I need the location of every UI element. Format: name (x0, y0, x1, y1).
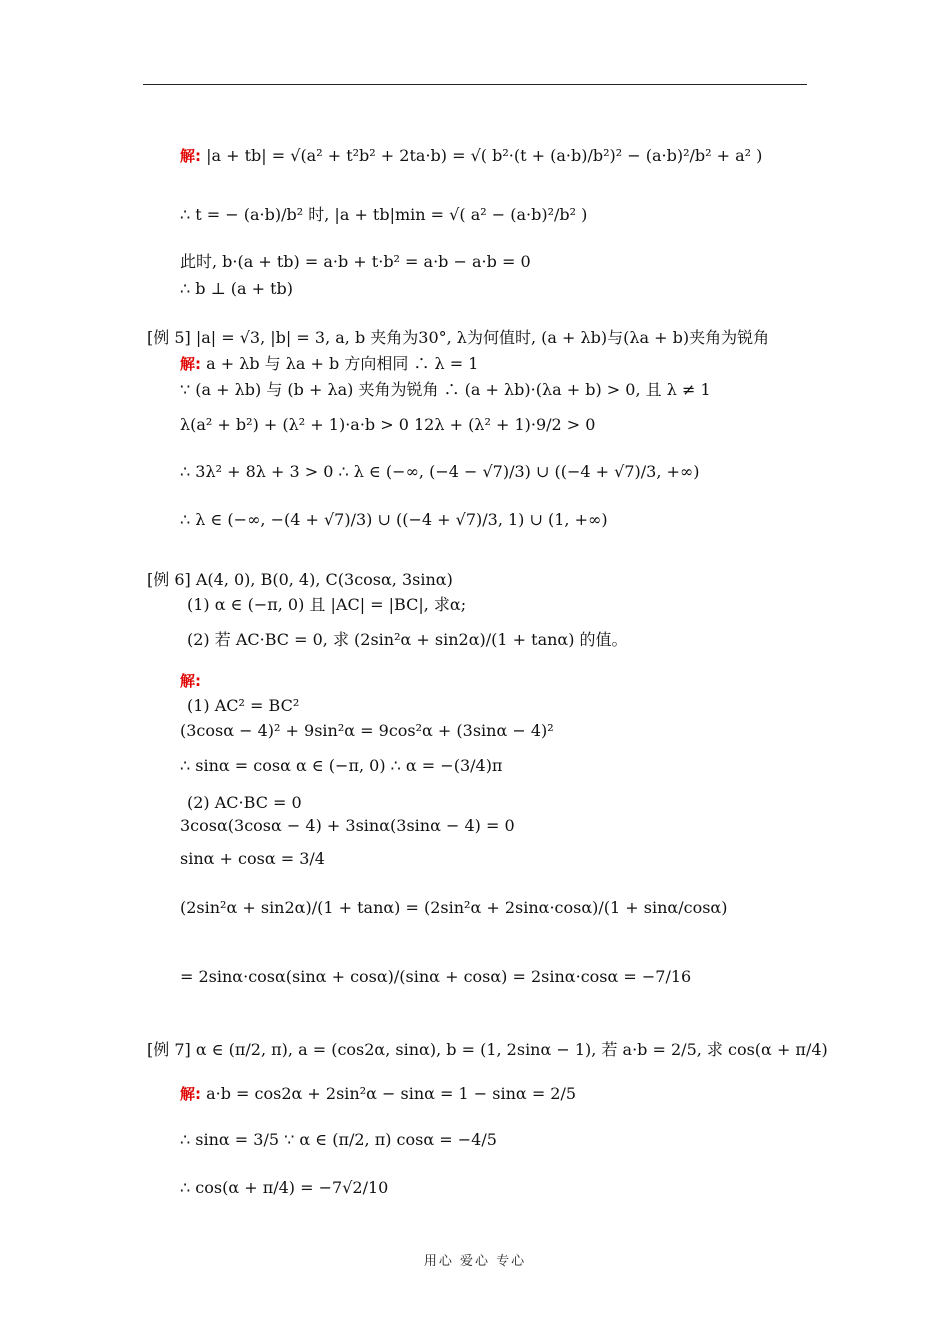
example5-label: 解: (180, 355, 201, 373)
example6-step-3: ∴ sinα = cosα α ∈ (−π, 0) ∴ α = −(3/4)π (180, 756, 503, 775)
solution-line-4: ∴ b ⊥ (a + tb) (180, 279, 293, 298)
example5-line-2: ∵ (a + λb) 与 (b + λa) 夹角为锐角 ∴ (a + λb)·(λa + b) > 0, 且 λ ≠ 1 (180, 380, 711, 399)
example6-step-6: sinα + cosα = 3/4 (180, 849, 325, 868)
solution-line-3: 此时, b·(a + tb) = a·b + t·b² = a·b − a·b = 0 (180, 252, 531, 271)
example7-formula-1: a·b = cos2α + 2sin²α − sinα = 1 − sinα = 2/5 (206, 1084, 577, 1103)
solution-label: 解: (180, 147, 201, 165)
example6-solution-label: 解: (180, 672, 201, 690)
example5-line-3: λ(a² + b²) + (λ² + 1)·a·b > 0 12λ + (λ² + 1)·9/2 > 0 (180, 415, 596, 434)
example5-title: [例 5] |a| = √3, |b| = 3, a, b 夹角为30°, λ为何值时, (a + λb)与(λa + b)夹角为锐角 (147, 328, 770, 347)
example6-step-8: = 2sinα·cosα(sinα + cosα)/(sinα + cosα) = 2sinα·cosα = −7/16 (180, 967, 692, 986)
example7-line-2: ∴ sinα = 3/5 ∵ α ∈ (π/2, π) cosα = −4/5 (180, 1130, 497, 1149)
example7-title: [例 7] α ∈ (π/2, π), a = (cos2α, sinα), b = (1, 2sinα − 1), 若 a·b = 2/5, 求 cos(α + π/4) (147, 1040, 828, 1059)
example6-step-1: (1) AC² = BC² (187, 696, 300, 715)
example6-step-4: (2) AC·BC = 0 (187, 793, 302, 812)
example6-question-1: (1) α ∈ (−π, 0) 且 |AC| = |BC|, 求α; (187, 595, 467, 614)
example5-line-5: ∴ λ ∈ (−∞, −(4 + √7)/3) ∪ ((−4 + √7)/3, 1) ∪ (1, +∞) (180, 510, 608, 529)
solution-line-2: ∴ t = − (a·b)/b² 时, |a + tb|min = √( a² − (a·b)²/b² ) (180, 205, 588, 224)
example5-line-4: ∴ 3λ² + 8λ + 3 > 0 ∴ λ ∈ (−∞, (−4 − √7)/3) ∪ ((−4 + √7)/3, +∞) (180, 462, 700, 481)
example6-step-5: 3cosα(3cosα − 4) + 3sinα(3sinα − 4) = 0 (180, 816, 515, 835)
example6-title: [例 6] A(4, 0), B(0, 4), C(3cosα, 3sinα) (147, 570, 453, 589)
example6-question-2: (2) 若 AC·BC = 0, 求 (2sin²α + sin2α)/(1 + tanα) 的值。 (187, 630, 628, 649)
example6-step-2: (3cosα − 4)² + 9sin²α = 9cos²α + (3sinα − 4)² (180, 721, 554, 740)
header-rule (143, 84, 807, 85)
example5-line-1 (180, 354, 478, 374)
solution-formula-1: |a + tb| = √(a² + t²b² + 2ta·b) = √( b²·(t + (a·b)/b²)² − (a·b)²/b² + a² ) (206, 146, 763, 165)
example6-step-7: (2sin²α + sin2α)/(1 + tanα) = (2sin²α + 2sinα·cosα)/(1 + sinα/cosα) (180, 898, 728, 917)
footer-text: 用心 爱心 专心 (423, 1254, 527, 1269)
example7-label: 解: (180, 1085, 201, 1103)
example7-line-1 (180, 1084, 576, 1104)
example5-formula-1: a + λb 与 λa + b 方向相同 ∴ λ = 1 (206, 354, 479, 373)
example7-line-3: ∴ cos(α + π/4) = −7√2/10 (180, 1178, 389, 1197)
solution-line-1 (180, 146, 762, 166)
